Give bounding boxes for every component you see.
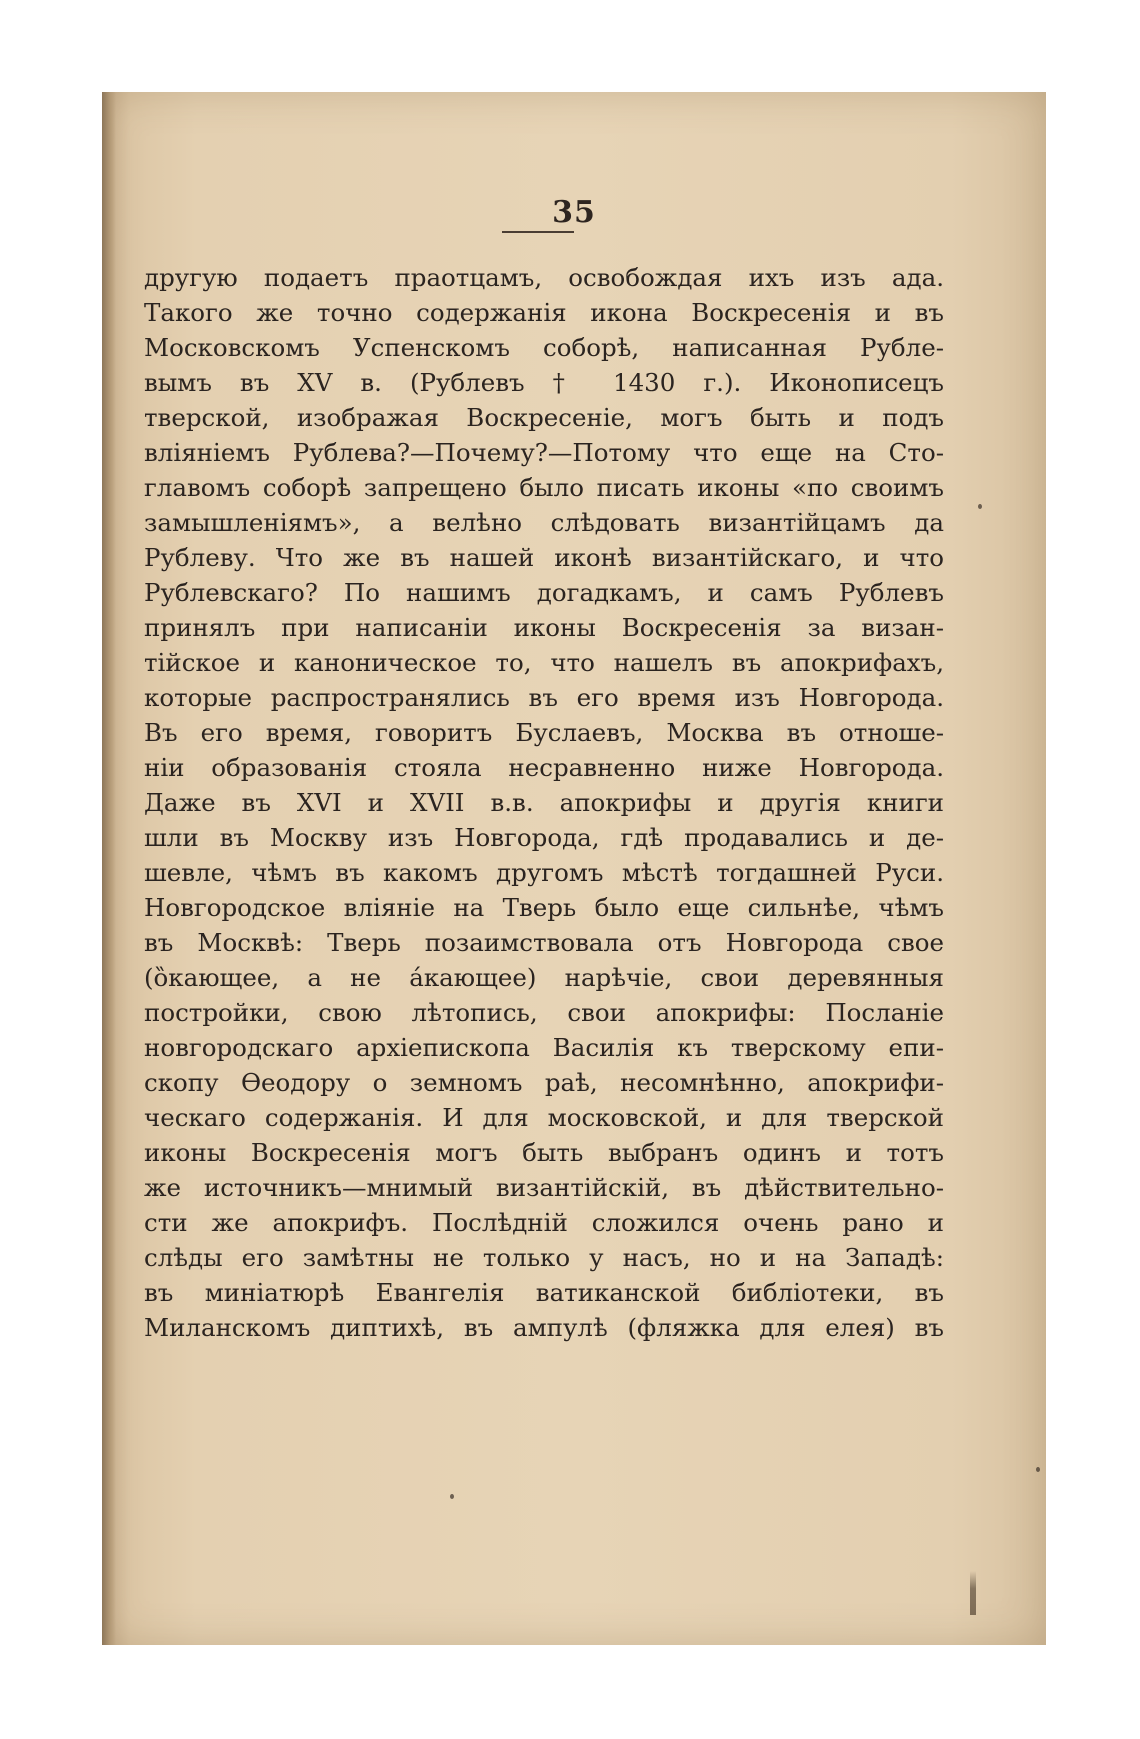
text-line: вымъ въ XV в. (Рублевъ † 1430 г.). Иконописецъ: [144, 368, 944, 397]
ink-speck: [978, 504, 982, 509]
text-line: слѣды его замѣтны не только у насъ, но и на Западѣ:: [144, 1243, 944, 1272]
text-line: Рублевскаго? По нашимъ догадкамъ, и самъ Рублевъ: [144, 578, 944, 607]
text-line: новгородскаго архіепископа Василія къ тверскому епи-: [144, 1033, 944, 1062]
text-line: ческаго содержанія. И для московской, и для тверской: [144, 1103, 944, 1132]
text-line: которые распространялись въ его время изъ Новгорода.: [144, 683, 944, 712]
text-line: же источникъ—мнимый византійскій, въ дѣйствительно-: [144, 1173, 944, 1202]
ink-speck: [1036, 1467, 1040, 1472]
text-line: тверской, изображая Воскресеніе, могъ быть и подъ: [144, 403, 944, 432]
page-number: 35: [552, 195, 596, 230]
text-line: (ȍкающее, а не а́кающее) нарѣчіе, свои деревянныя: [144, 963, 944, 992]
text-line: Миланскомъ диптихѣ, въ ампулѣ (фляжка для елея) въ: [144, 1313, 944, 1342]
text-line: иконы Воскресенія могъ быть выбранъ одинъ и тотъ: [144, 1138, 944, 1167]
text-line: скопу Ѳеодору о земномъ раѣ, несомнѣнно, апокрифи-: [144, 1068, 944, 1097]
ink-speck: [450, 1494, 454, 1499]
text-line: замышленіямъ», а велѣно слѣдовать византійцамъ да: [144, 508, 944, 537]
text-line: шли въ Москву изъ Новгорода, гдѣ продавались и де-: [144, 823, 944, 852]
page-binding-edge: [102, 92, 116, 1645]
scanned-page: [102, 92, 1046, 1645]
text-line: постройки, свою лѣтопись, свои апокрифы: Посланіе: [144, 998, 944, 1027]
text-line: тійское и каноническое то, что нашелъ въ апокрифахъ,: [144, 648, 944, 677]
text-line: въ Москвѣ: Тверь позаимствовала отъ Новгорода свое: [144, 928, 944, 957]
text-line: ніи образованія стояла несравненно ниже Новгорода.: [144, 753, 944, 782]
text-line: Московскомъ Успенскомъ соборѣ, написанная Рубле-: [144, 333, 944, 362]
text-line: Въ его время, говоритъ Буслаевъ, Москва въ отноше-: [144, 718, 944, 747]
text-line: Рублеву. Что же въ нашей иконѣ византійскаго, и что: [144, 543, 944, 572]
body-text: [144, 260, 944, 1345]
text-line: сти же апокрифъ. Послѣдній сложился очень рано и: [144, 1208, 944, 1237]
text-line: вліяніемъ Рублева?—Почему?—Потому что еще на Сто-: [144, 438, 944, 467]
text-line: принялъ при написаніи иконы Воскресенія за визан-: [144, 613, 944, 642]
scan-shadow-mark: [970, 1571, 976, 1615]
text-line: главомъ соборѣ запрещено было писать иконы «по своимъ: [144, 473, 944, 502]
text-line: другую подаетъ праотцамъ, освобождая ихъ изъ ада.: [144, 263, 944, 292]
text-line: шевле, чѣмъ въ какомъ другомъ мѣстѣ тогдашней Руси.: [144, 858, 944, 887]
text-line: въ миніатюрѣ Евангелія ватиканской библіотеки, въ: [144, 1278, 944, 1307]
page-number-underline: [502, 231, 574, 233]
text-line: Новгородское вліяніе на Тверь было еще сильнѣе, чѣмъ: [144, 893, 944, 922]
text-line: Даже въ XVI и XVII в.в. апокрифы и другія книги: [144, 788, 944, 817]
text-line: Такого же точно содержанія икона Воскресенія и въ: [144, 298, 944, 327]
